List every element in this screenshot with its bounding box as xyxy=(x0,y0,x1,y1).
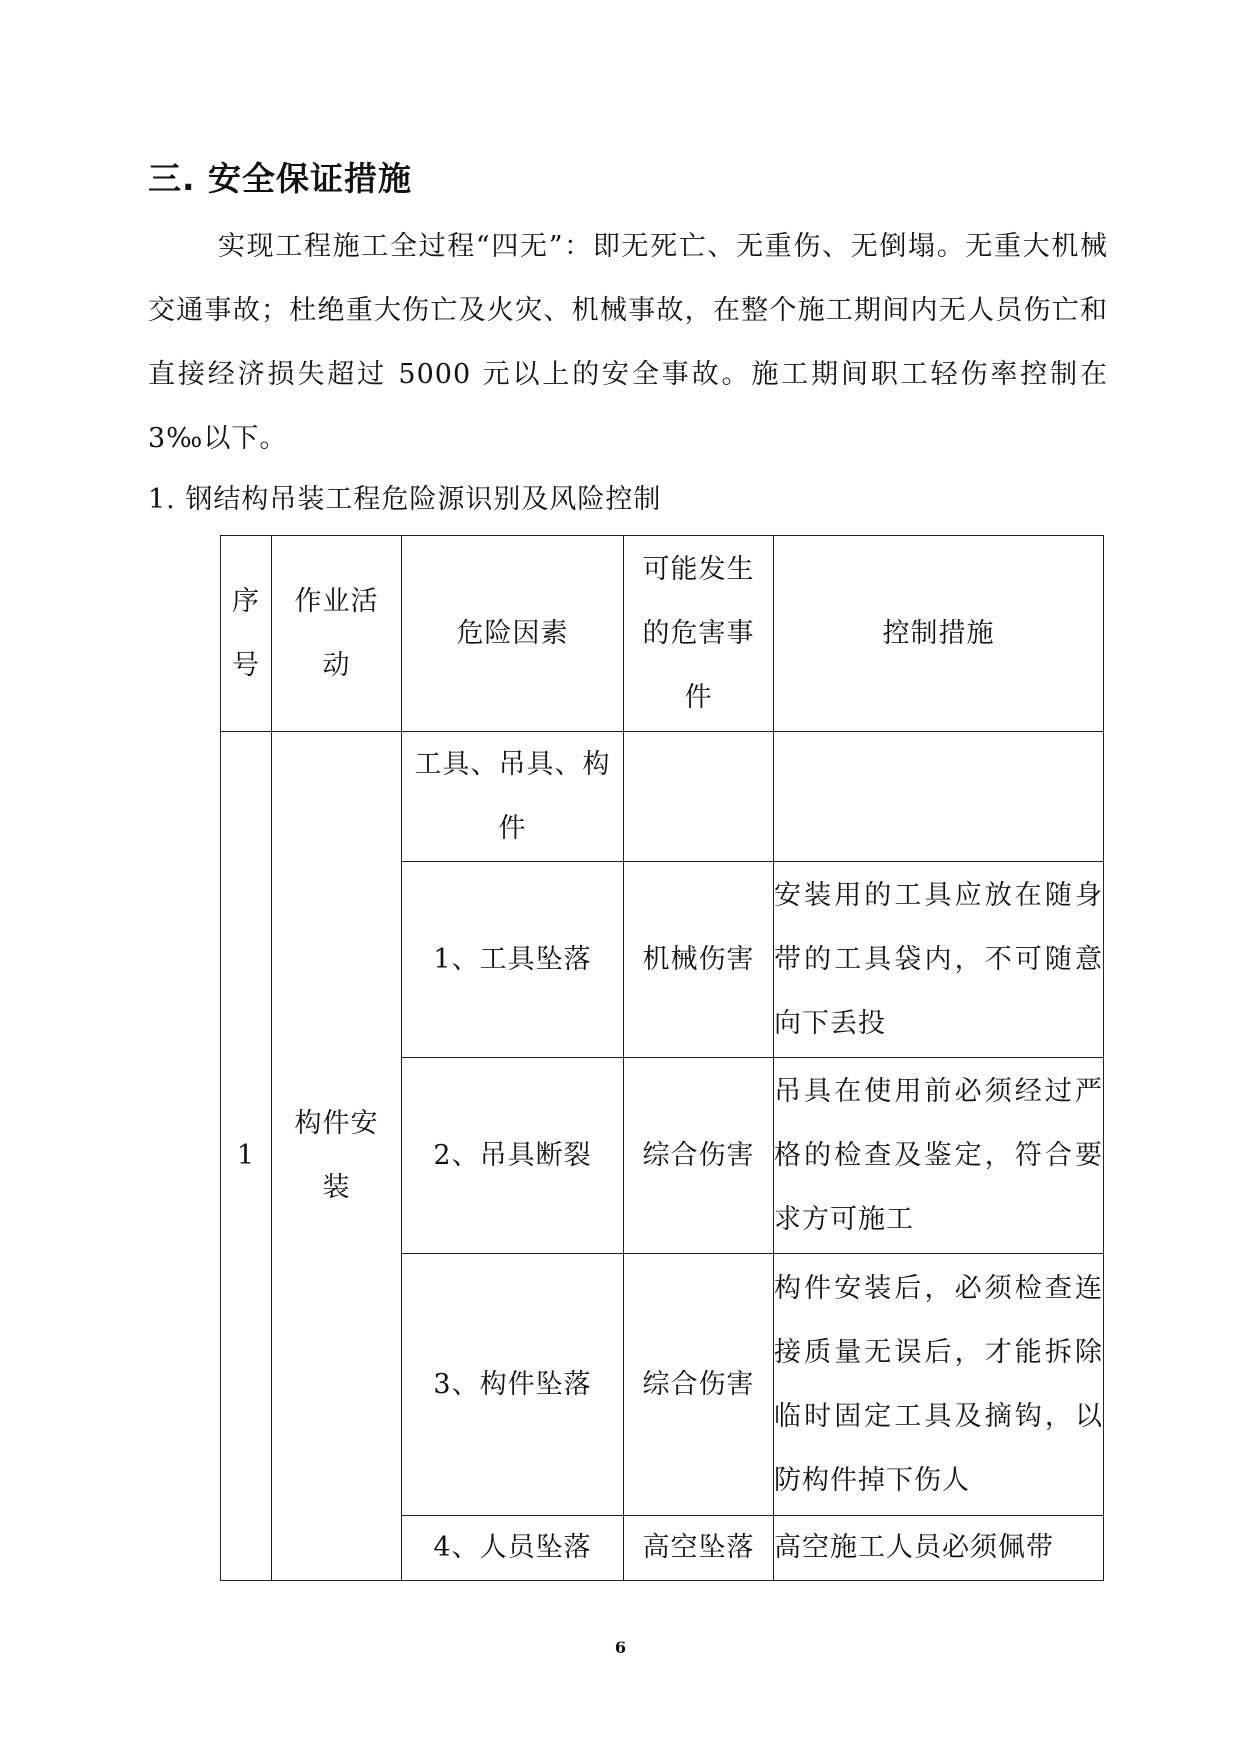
cell-control: 安装用的工具应放在随身带的工具袋内，不可随意向下丢投 xyxy=(774,862,1104,1058)
table-header-row xyxy=(221,536,1104,732)
header-event: 可能发生的危害事件 xyxy=(624,536,774,732)
intro-paragraph: 实现工程施工全过程“四无”：即无死亡、无重伤、无倒塌。无重大机械交通事故；杜绝重大伤亡及火灾、机械事故，在整个施工期间内无人员伤亡和直接经济损失超过 5000 元以上的安全事故。施工期间职工轻伤率控制在 3‰以下。 xyxy=(148,231,1108,454)
cell-event xyxy=(624,732,774,862)
table-row xyxy=(221,732,1104,862)
cell-event: 机械伤害 xyxy=(624,862,774,1058)
cell-hazard: 1、工具坠落 xyxy=(402,862,624,1058)
header-control: 控制措施 xyxy=(774,536,1104,732)
cell-hazard: 工具、吊具、构件 xyxy=(402,732,624,862)
hazard-table xyxy=(220,535,1104,1581)
cell-control: 吊具在使用前必须经过严格的检查及鉴定，符合要求方可施工 xyxy=(774,1058,1104,1254)
cell-control: 高空施工人员必须佩带 xyxy=(774,1516,1104,1581)
cell-event: 综合伤害 xyxy=(624,1254,774,1516)
cell-event: 高空坠落 xyxy=(624,1516,774,1581)
header-hazard: 危险因素 xyxy=(402,536,624,732)
cell-event: 综合伤害 xyxy=(624,1058,774,1254)
section-title: 三. 安全保证措施 xyxy=(148,159,413,198)
cell-seq: 1 xyxy=(221,732,272,1581)
header-activity: 作业活动 xyxy=(272,536,402,732)
cell-control xyxy=(774,732,1104,862)
page-number: 6 xyxy=(614,1638,627,1657)
cell-activity: 构件安装 xyxy=(272,732,402,1581)
header-seq: 序号 xyxy=(221,536,272,732)
cell-control: 构件安装后，必须检查连接质量无误后，才能拆除临时固定工具及摘钩，以防构件掉下伤人 xyxy=(774,1254,1104,1516)
subsection-title: 1. 钢结构吊装工程危险源识别及风险控制 xyxy=(148,484,662,515)
cell-hazard: 3、构件坠落 xyxy=(402,1254,624,1516)
cell-hazard: 4、人员坠落 xyxy=(402,1516,624,1581)
cell-hazard: 2、吊具断裂 xyxy=(402,1058,624,1254)
